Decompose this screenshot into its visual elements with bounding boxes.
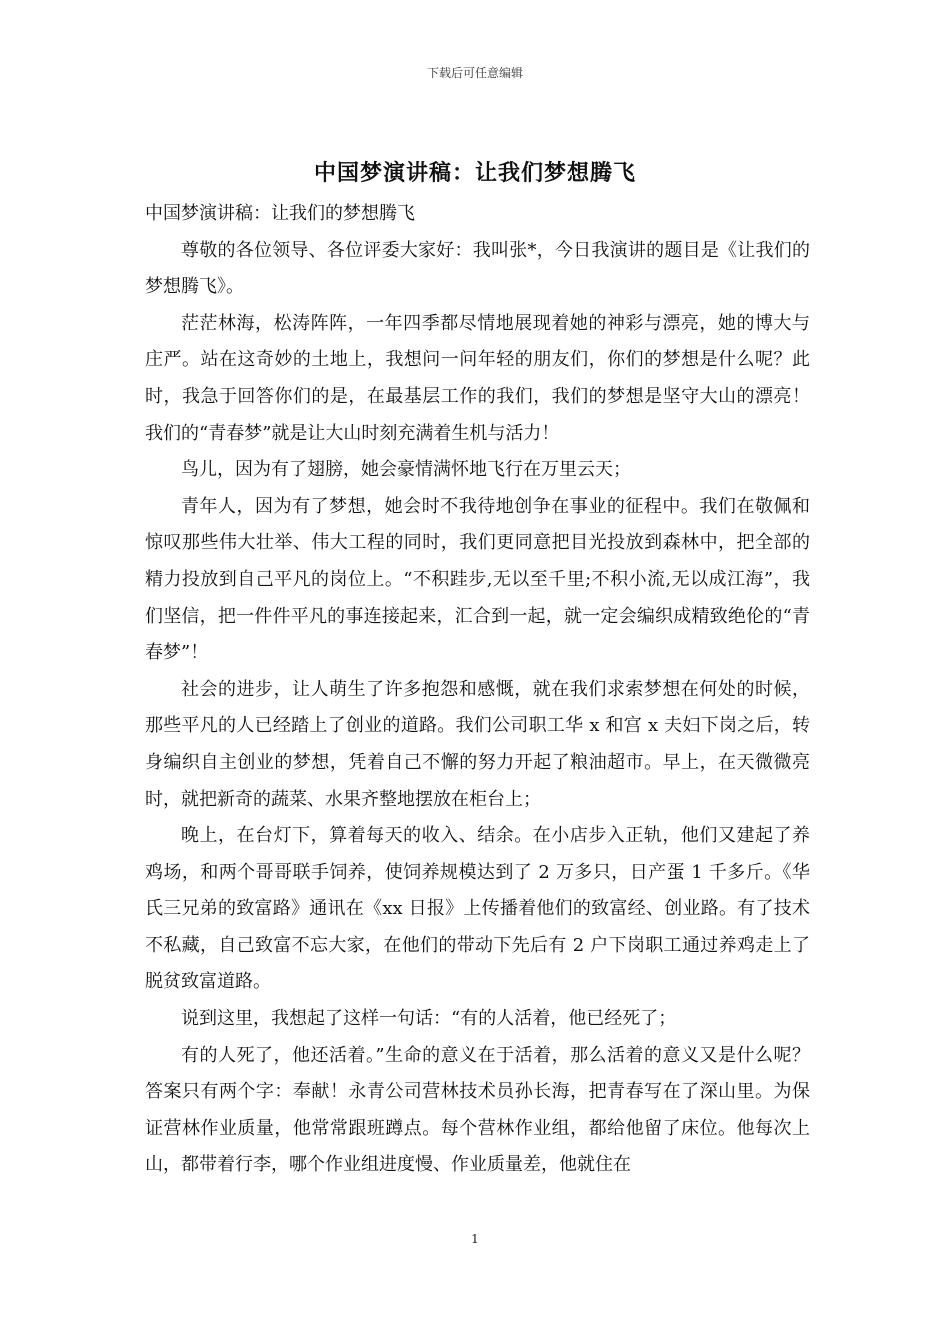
subtitle-paragraph: 中国梦演讲稿：让我们的梦想腾飞 xyxy=(145,203,415,224)
document-title: 中国梦演讲稿：让我们梦想腾飞 xyxy=(313,160,636,186)
body-paragraph: 尊敬的各位领导、各位评委大家好：我叫张*，今日我演讲的题目是《让我们的梦想腾飞》。 xyxy=(145,239,810,298)
body-paragraph: 茫茫林海，松涛阵阵，一年四季都尽情地展现着她的神彩与漂亮，她的博大与庄严。站在这奇妙的土地上，我想问一问年轻的朋友们，你们的梦想是什么呢？此时，我急于回答你们的是，在最基层工作的我们，我们的梦想是坚守大山的漂亮！我们的“青春梦”就是让大山时刻充满着生机与活力！ xyxy=(145,312,810,444)
document-body xyxy=(145,196,810,1184)
body-paragraph: 社会的进步，让人萌生了许多抱怨和感慨，就在我们求索梦想在何处的时候，那些平凡的人已经踏上了创业的道路。我们公司职工华 x 和宫 x 夫妇下岗之后，转身编织自主创业的梦想，凭着自己不懈的努力开起了粮油超市。早上，在天微微亮时，就把新奇的蔬菜、水果齐整地摆放在柜台上； xyxy=(145,678,810,810)
header-note: 下载后可任意编辑 xyxy=(426,66,523,80)
body-paragraph: 说到这里，我想起了这样一句话：“有的人活着，他已经死了； xyxy=(181,1008,677,1030)
page-number: 1 xyxy=(471,1232,479,1246)
body-paragraph: 晚上，在台灯下，算着每天的收入、结余。在小店步入正轨，他们又建起了养鸡场，和两个哥哥联手饲养，使饲养规模达到了 2 万多只，日产蛋 1 千多斤。《华氏三兄弟的致富路》通讯在《xx 日报》上传播着他们的致富经、创业路。有了技术不私藏，自己致富不忘大家，在他们的带动下先后有 2 户下岗职工通过养鸡走上了脱贫致富道路。 xyxy=(145,825,810,993)
body-paragraph: 鸟儿，因为有了翅膀，她会豪情满怀地飞行在万里云天； xyxy=(181,459,631,481)
body-paragraph: 有的人死了，他还活着。”生命的意义在于活着，那么活着的意义又是什么呢？答案只有两个字：奉献！永青公司营林技术员孙长海，把青春写在了深山里。为保证营林作业质量，他常常跟班蹲点。每个营林作业组，都给他留了床位。他每次上山，都带着行李，哪个作业组进度慢、作业质量差，他就住在 xyxy=(145,1044,810,1176)
body-paragraph: 青年人，因为有了梦想，她会时不我待地创争在事业的征程中。我们在敬佩和惊叹那些伟大壮举、伟大工程的同时，我们更同意把目光投放到森林中，把全部的精力投放到自己平凡的岗位上。“不积跬步,无以至千里;不积小流,无以成江海”，我们坚信，把一件件平凡的事连接起来，汇合到一起，就一定会编织成精致绝伦的“青春梦”！ xyxy=(145,495,810,664)
